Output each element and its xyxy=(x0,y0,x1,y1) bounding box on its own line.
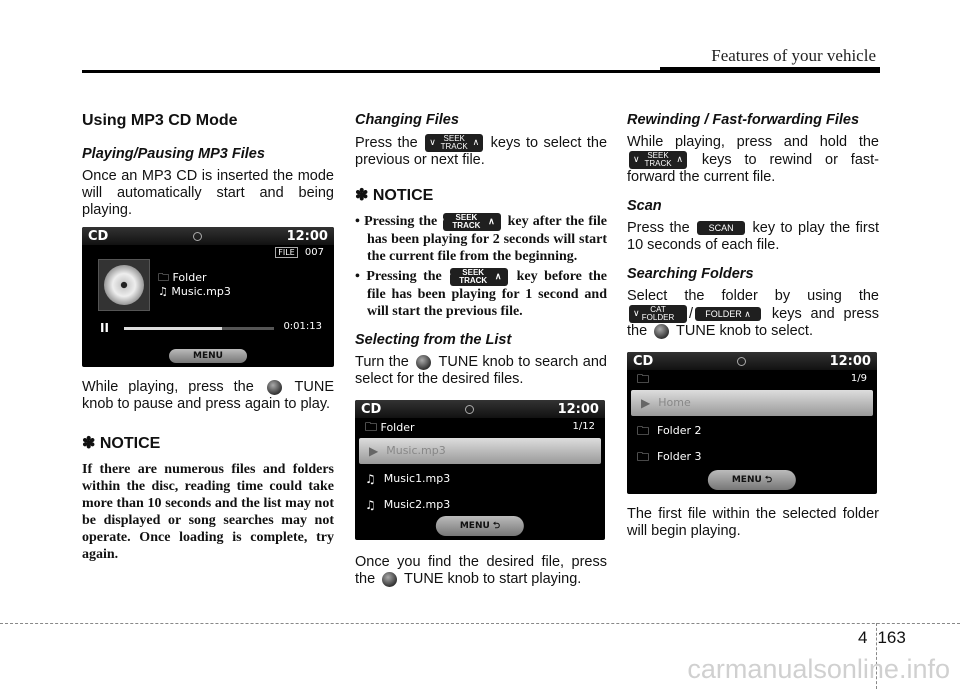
subheading-searching-folders: Searching Folders xyxy=(627,266,754,282)
notice-body: If there are numerous files and folders within the disc, reading time could take more than 10 seconds and the list may not be displayed or song searches may not operate. Once loading is complete, try again. xyxy=(82,462,334,562)
folder-list-screen xyxy=(627,352,877,494)
tune-knob-icon xyxy=(267,380,282,395)
disc-art xyxy=(98,259,150,311)
progress-bar xyxy=(124,327,274,330)
text-fragment: TUNE knob to pause and press again to play. xyxy=(82,379,334,412)
chapter-number: 4 xyxy=(858,628,868,647)
text-fragment: key after the file has been playing for 2 seconds will start the current file from the beginning. xyxy=(367,214,607,264)
list-header xyxy=(355,418,605,436)
folder-icon: 🗀 xyxy=(637,424,650,438)
folder-name: Folder xyxy=(172,271,207,284)
screen-mode: CD xyxy=(633,353,654,369)
file-number: 007 xyxy=(304,247,324,258)
column-3 xyxy=(627,108,879,540)
paragraph-changing-files xyxy=(355,134,607,169)
progress-fill xyxy=(124,327,222,330)
tune-knob-icon xyxy=(416,355,431,370)
track-name: Music.mp3 xyxy=(171,285,231,298)
menu-button[interactable]: MENU ⮌ xyxy=(436,516,524,536)
paragraph-auto-start: Once an MP3 CD is inserted the mode will automatically start and being playing. xyxy=(82,168,334,218)
seek-track-key-icon: ∨ SEEK TRACK ∧ xyxy=(443,213,501,231)
page-number xyxy=(858,628,906,648)
screen-center-icon xyxy=(737,357,746,366)
folder-icon: 🗀 xyxy=(637,372,650,386)
paragraph-rewind-ff xyxy=(627,134,879,186)
list-item[interactable]: 🗀 Folder 3 xyxy=(627,444,877,470)
folder-label: 🗀 Folder xyxy=(365,419,415,434)
page-number-value: 163 xyxy=(877,628,906,647)
notice-heading: ✽ NOTICE xyxy=(82,435,161,452)
seek-track-key-icon: ∨ SEEK TRACK ∧ xyxy=(629,151,687,169)
notice-heading: ✽ NOTICE xyxy=(355,187,434,204)
text-fragment: TUNE knob to select. xyxy=(675,323,813,339)
list-header xyxy=(627,370,877,388)
column-2 xyxy=(355,108,607,588)
play-icon: ▶ xyxy=(369,444,379,458)
footer-divider xyxy=(0,623,960,624)
list-item[interactable]: ▶ Home xyxy=(631,390,873,416)
header-rule-accent xyxy=(660,67,880,72)
text-fragment: TUNE knob to search and select for the desired files. xyxy=(355,354,607,387)
disc-icon xyxy=(104,265,144,305)
text-fragment: keys to select the previous or next file. xyxy=(355,134,608,168)
list-item[interactable]: ♫ Music1.mp3 xyxy=(355,466,605,492)
paragraph-scan xyxy=(627,220,879,254)
paragraph-first-file: The first file within the selected folder will begin playing. xyxy=(627,506,879,539)
scan-key-icon: SCAN xyxy=(697,221,745,235)
list-count: 1/12 xyxy=(572,421,595,432)
elapsed-time: 0:01:13 xyxy=(283,321,322,332)
seek-track-key-icon: ∨ SEEK TRACK ∧ xyxy=(425,134,483,152)
screen-clock: 12:00 xyxy=(829,353,871,369)
text-fragment: Press the xyxy=(627,220,690,236)
tune-knob-icon xyxy=(382,572,397,587)
section-heading: Using MP3 CD Mode xyxy=(82,112,238,129)
screen-clock: 12:00 xyxy=(286,228,328,244)
tune-knob-icon xyxy=(654,324,669,339)
music-note-icon: ♫ xyxy=(365,498,376,512)
screen-clock: 12:00 xyxy=(557,401,599,417)
subheading-changing-files: Changing Files xyxy=(355,112,459,128)
text-fragment: keys and press the xyxy=(627,305,880,339)
text-fragment: Once you find the desired file, press the xyxy=(355,554,607,587)
cat-folder-key-icon: ∨ CAT FOLDER xyxy=(629,305,687,323)
music-note-icon: ♫ xyxy=(158,285,168,298)
text-fragment: • Pressing the xyxy=(355,269,442,285)
paragraph-searching-folders: Select the folder by using the ∨ CAT FOLDER / FOLDER ∧ keys and press the TUNE knob to select. xyxy=(627,288,880,339)
screen-status-bar xyxy=(627,352,877,370)
seek-track-key-icon: ∨ SEEK TRACK ∧ xyxy=(450,268,508,286)
notice-list xyxy=(355,213,607,320)
track-line xyxy=(158,285,231,298)
play-icon: ▶ xyxy=(641,396,651,410)
paragraph-pause xyxy=(82,379,334,413)
list-count: 1/9 xyxy=(850,373,867,384)
screen-status-bar xyxy=(355,400,605,418)
text-fragment: keys to rewind or fast-forward the current file. xyxy=(627,151,879,185)
text-fragment: While playing, press the xyxy=(82,379,254,395)
pause-icon: II xyxy=(100,321,109,335)
screen-mode: CD xyxy=(361,401,382,417)
folder-key-icon: FOLDER ∧ xyxy=(695,307,761,321)
file-badge: FILE xyxy=(275,247,297,258)
file-list-screen xyxy=(355,400,605,540)
text-fragment: Press the xyxy=(355,134,418,151)
menu-button[interactable]: MENU ⮌ xyxy=(708,470,796,490)
folder-icon: 🗀 xyxy=(637,450,650,464)
file-indicator xyxy=(275,247,324,258)
list-item[interactable]: 🗀 Folder 2 xyxy=(627,418,877,444)
list-item[interactable]: ▶ Music.mp3 xyxy=(359,438,601,464)
folder-icon: 🗀 xyxy=(365,419,378,434)
text-fragment: Select the folder by using the xyxy=(627,288,879,304)
watermark: carmanualsonline.info xyxy=(687,654,950,684)
header-title: Features of your vehicle xyxy=(711,46,876,65)
text-fragment: • Pressing the xyxy=(355,214,438,230)
subheading-scan: Scan xyxy=(627,198,662,214)
notice-item xyxy=(355,268,607,320)
column-1 xyxy=(82,108,334,563)
screen-center-icon xyxy=(193,232,202,241)
folder-icon: 🗀 xyxy=(158,271,169,284)
text-fragment: key to play the first 10 seconds of each file. xyxy=(627,220,880,253)
music-note-icon: ♫ xyxy=(365,472,376,486)
paragraph-start-playing xyxy=(355,554,607,588)
subheading-selecting-list: Selecting from the List xyxy=(355,332,512,348)
menu-button[interactable]: MENU xyxy=(169,349,247,363)
text-fragment: key before the file has been playing for 1 second and will start the previous file. xyxy=(367,269,607,319)
subheading-playing-pausing: Playing/Pausing MP3 Files xyxy=(82,146,265,162)
paragraph-selecting-list xyxy=(355,354,607,388)
text-fragment: TUNE knob to start playing. xyxy=(403,571,582,587)
screen-status-bar xyxy=(82,227,334,245)
screen-mode: CD xyxy=(88,228,109,244)
subheading-rewind-ff: Rewinding / Fast-forwarding Files xyxy=(627,112,860,128)
notice-item xyxy=(355,213,607,265)
list-item[interactable]: ♫ Music2.mp3 xyxy=(355,492,605,518)
screen-center-icon xyxy=(465,405,474,414)
text-fragment: While playing, press and hold the xyxy=(627,134,879,150)
text-fragment: Turn the xyxy=(355,354,409,370)
cd-playing-screen xyxy=(82,227,334,367)
